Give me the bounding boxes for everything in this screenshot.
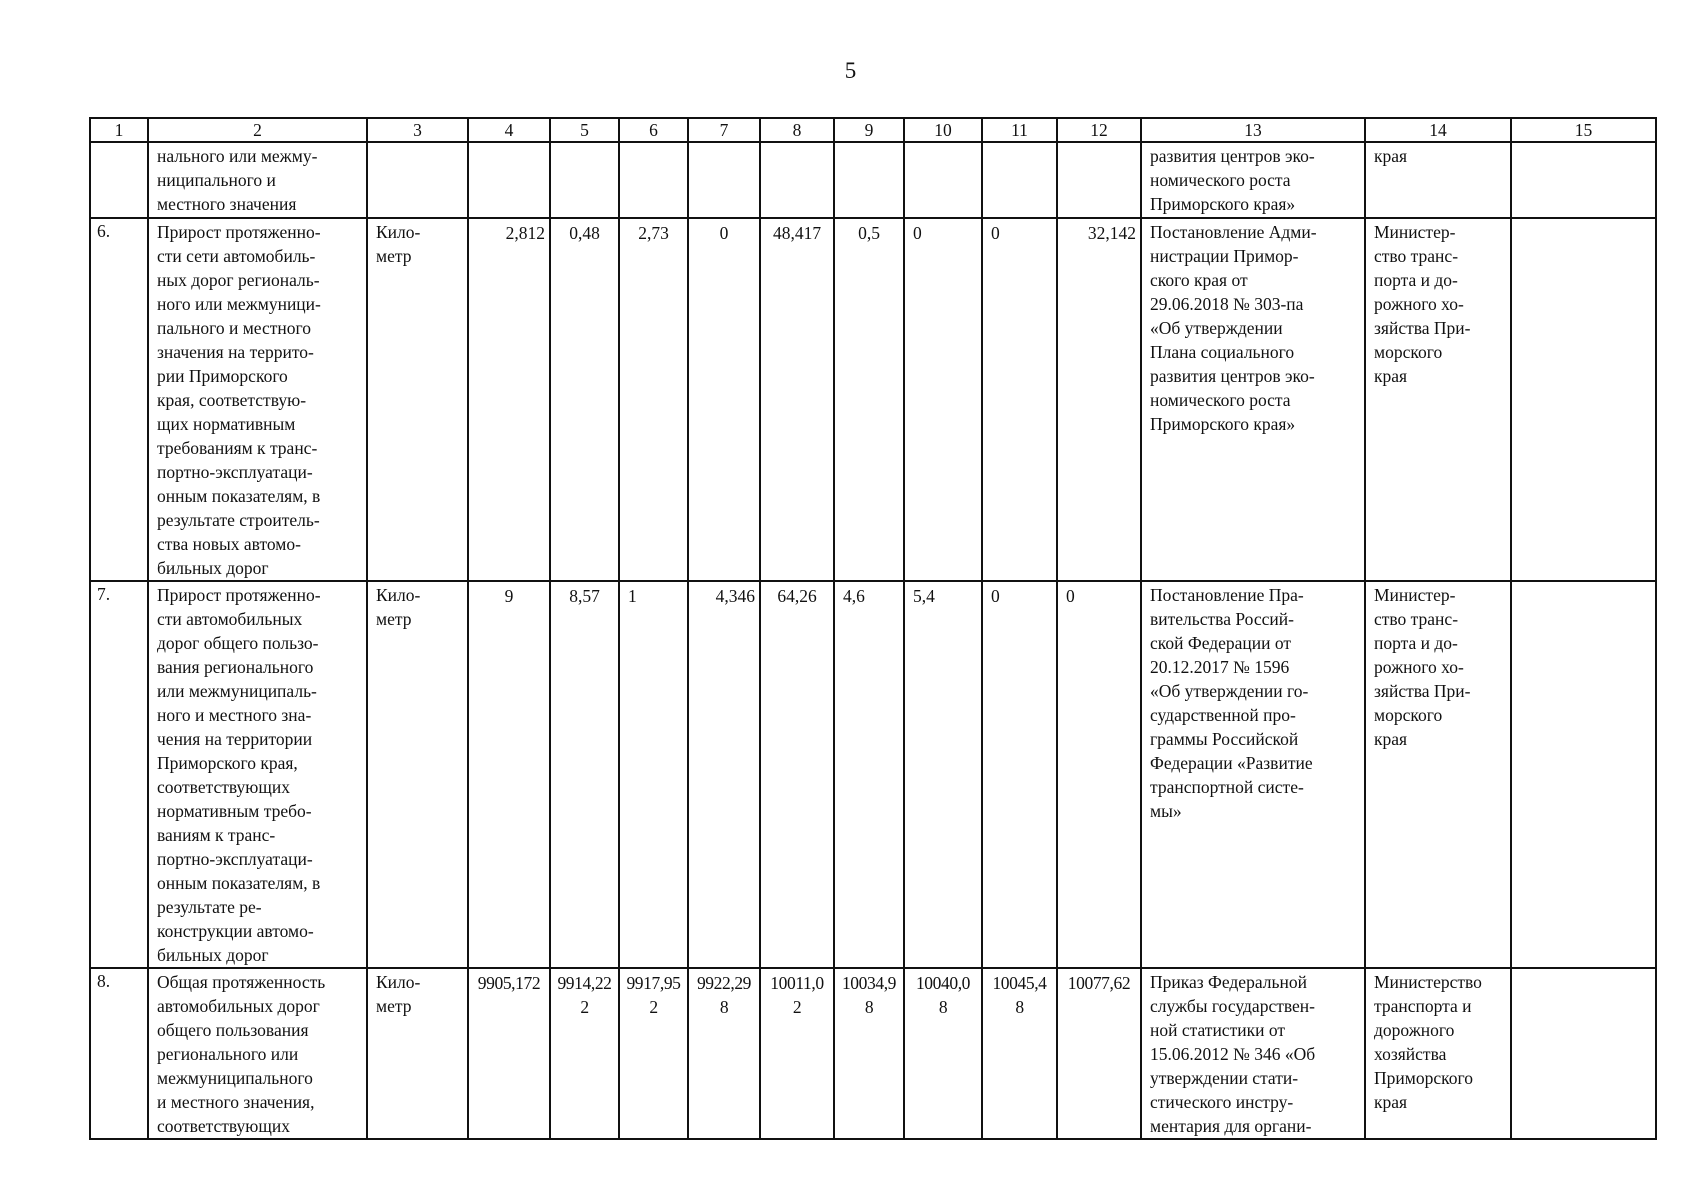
row-number-cell: 8. [90,968,148,1139]
value-line: 10011,0 [770,973,824,993]
text-line: края [1374,366,1408,386]
text-line: Кило- [376,585,421,605]
text-line: портно-эксплуатаци- [157,849,313,869]
text-line: Кило- [376,972,421,992]
value-cell: 0 [904,218,982,581]
column-number: 6 [619,118,688,142]
responsible-org-cell [1365,218,1511,581]
text-line: номического роста [1150,170,1291,190]
text-line: утверждении стати- [1150,1068,1299,1088]
text-line: вительства Россий- [1150,609,1294,629]
text-line: метр [376,996,412,1016]
text-line: ных дорог региональ- [157,270,320,290]
value-line: 9905,172 [477,973,541,993]
text-line: морского [1374,342,1443,362]
value-cell: 5,4 [904,581,982,968]
row-number-cell: 6. [90,218,148,581]
unit-cell [367,581,468,968]
text-line: Министер- [1374,585,1456,605]
value-line: 8 [938,997,948,1017]
value-cell: 0 [688,218,760,581]
text-line: развития центров эко- [1150,146,1315,166]
text-line: 15.06.2012 № 346 «Об [1150,1044,1316,1064]
value-cell [1057,968,1141,1139]
text-line: метр [376,246,412,266]
text-line: или межмуниципаль- [157,681,317,701]
empty-cell [1511,218,1656,581]
text-line: соответствующих [157,1116,290,1136]
text-line: Приморского края, [157,753,298,773]
text-line: транспортной систе- [1150,777,1304,797]
value-line: 9917,95 [626,973,681,993]
page-number: 5 [844,58,857,83]
text-line: дорожного [1374,1020,1455,1040]
value-cell: 2,812 [468,218,550,581]
row-number-cell [90,142,148,218]
text-line: значения на террито- [157,342,314,362]
value-cell [619,142,688,218]
text-line: ского края от [1150,270,1248,290]
value-line: 9914,22 [557,973,612,993]
text-line: сти автомобильных [157,609,303,629]
text-line: развития центров эко- [1150,366,1315,386]
text-line: нормативным требо- [157,801,312,821]
indicator-name-cell [148,142,367,218]
text-line: требованиям к транс- [157,438,318,458]
text-line: межмуниципального [157,1068,313,1088]
text-line: ной статистики от [1150,1020,1286,1040]
value-cell: 48,417 [760,218,834,581]
value-cell [550,142,619,218]
text-line: ментария для органи- [1150,1116,1312,1136]
text-line: бильных дорог [157,558,269,578]
value-cell [1057,142,1141,218]
text-line: рожного хо- [1374,657,1464,677]
column-number: 1 [90,118,148,142]
column-number: 14 [1365,118,1511,142]
text-line: 20.12.2017 № 1596 [1150,657,1290,677]
text-line: «Об утверждении [1150,318,1283,338]
column-number: 11 [982,118,1057,142]
text-line: и местного значения, [157,1092,315,1112]
column-number: 13 [1141,118,1365,142]
text-line: Прирост протяженно- [157,585,321,605]
text-line: чения на территории [157,729,313,749]
text-line: Федерации «Развитие [1150,753,1313,773]
text-line: Министерство [1374,972,1482,992]
value-cell: 0 [1057,581,1141,968]
text-line: Приморского [1374,1068,1473,1088]
text-line: регионального или [157,1044,299,1064]
text-line: граммы Российской [1150,729,1299,749]
column-number: 15 [1511,118,1656,142]
empty-cell [1511,968,1656,1139]
value-cell [688,142,760,218]
text-line: рии Приморского [157,366,288,386]
unit-cell [367,142,468,218]
row-number-cell: 7. [90,581,148,968]
table-row-6 [90,218,1656,581]
column-number: 4 [468,118,550,142]
text-line: Министер- [1374,222,1456,242]
value-line: 8 [864,997,874,1017]
value-cell: 4,6 [834,581,904,968]
text-line: ство транс- [1374,246,1459,266]
value-cell: 4,346 [688,581,760,968]
value-line: 9922,29 [696,973,752,993]
responsible-org-cell [1365,968,1511,1139]
text-line: онным показателям, в [157,486,321,506]
text-line: порта и до- [1374,633,1458,653]
text-line: хозяйства [1374,1044,1447,1064]
text-line: ской Федерации от [1150,633,1292,653]
text-line: ного и местного зна- [157,705,312,725]
column-number-row [90,118,1656,142]
text-line: Общая протяженность [157,972,326,992]
text-line: дорог общего пользо- [157,633,319,653]
text-line: рожного хо- [1374,294,1464,314]
value-line: 2 [649,997,658,1017]
value-cell: 2,73 [619,218,688,581]
value-cell: 64,26 [760,581,834,968]
value-line: 8 [719,997,729,1017]
text-line: сти сети автомобиль- [157,246,316,266]
value-line: 2 [580,997,589,1017]
table-row-8 [90,968,1656,1139]
table-row-continuation [90,142,1656,218]
value-line: 10040,0 [915,973,971,993]
text-line: порта и до- [1374,270,1458,290]
value-cell [904,968,982,1139]
table-row-7 [90,581,1656,968]
text-line: вания регионального [157,657,314,677]
indicator-name-cell [148,581,367,968]
text-line: ства новых автомо- [157,534,301,554]
text-line: метр [376,609,412,629]
text-line: нального или межму- [157,146,318,166]
column-number: 3 [367,118,468,142]
column-number: 2 [148,118,367,142]
text-line: Приморского края» [1150,414,1296,434]
responsible-org-cell [1365,142,1511,218]
column-number: 7 [688,118,760,142]
value-cell [982,968,1057,1139]
text-line: сударственной про- [1150,705,1296,725]
value-line: 10045,4 [992,973,1047,993]
value-cell [760,968,834,1139]
column-number: 5 [550,118,619,142]
text-line: зяйства При- [1374,681,1471,701]
text-line: нистрации Примор- [1150,246,1299,266]
text-line: морского [1374,705,1443,725]
text-line: «Об утверждении го- [1150,681,1309,701]
text-line: края [1374,729,1408,749]
indicators-table [89,117,1657,1140]
value-line: 2 [792,997,802,1017]
value-cell [619,968,688,1139]
text-line: ство транс- [1374,609,1459,629]
value-cell: 32,142 [1057,218,1141,581]
value-cell: 0 [982,581,1057,968]
column-number: 12 [1057,118,1141,142]
value-cell [834,142,904,218]
source-document-cell [1141,581,1365,968]
text-line: щих нормативным [157,414,296,434]
value-cell: 0,48 [550,218,619,581]
column-number: 9 [834,118,904,142]
value-cell: 8,57 [550,581,619,968]
text-line: результате ре- [157,897,262,917]
text-line: стического инстру- [1150,1092,1294,1112]
text-line: соответствующих [157,777,290,797]
value-line: 10034,9 [841,973,897,993]
text-line: общего пользования [157,1020,309,1040]
responsible-org-cell [1365,581,1511,968]
empty-cell [1511,581,1656,968]
text-line: пального и местного [157,318,312,338]
text-line: портно-эксплуатаци- [157,462,313,482]
text-line: номического роста [1150,390,1291,410]
text-line: зяйства При- [1374,318,1471,338]
text-line: ного или межмуници- [157,294,321,314]
text-line: края, соответствую- [157,390,307,410]
text-line: Постановление Адми- [1150,222,1317,242]
text-line: результате строитель- [157,510,320,530]
text-line: Плана социального [1150,342,1295,362]
value-cell [468,968,550,1139]
source-document-cell [1141,968,1365,1139]
text-line: Приказ Федеральной [1150,972,1307,992]
text-line: ниципального и [157,170,276,190]
text-line: края [1374,1092,1408,1112]
value-cell: 9 [468,581,550,968]
source-document-cell [1141,218,1365,581]
text-line: Кило- [376,222,421,242]
unit-cell [367,968,468,1139]
text-line: мы» [1150,801,1182,821]
text-line: транспорта и [1374,996,1472,1016]
column-number: 10 [904,118,982,142]
text-line: края [1374,146,1408,166]
text-line: Постановление Пра- [1150,585,1304,605]
value-cell [688,968,760,1139]
value-cell: 0 [982,218,1057,581]
value-cell [904,142,982,218]
value-cell: 1 [619,581,688,968]
text-line: автомобильных дорог [157,996,320,1016]
value-cell [468,142,550,218]
unit-cell [367,218,468,581]
value-cell [550,968,619,1139]
value-line: 8 [1015,997,1024,1017]
indicator-name-cell [148,218,367,581]
text-line: ваниям к транс- [157,825,276,845]
value-cell [760,142,834,218]
text-line: службы государствен- [1150,996,1315,1016]
text-line: Прирост протяженно- [157,222,321,242]
text-line: онным показателям, в [157,873,321,893]
text-line: Приморского края» [1150,194,1296,214]
indicator-name-cell [148,968,367,1139]
text-line: бильных дорог [157,945,269,965]
value-cell [834,968,904,1139]
source-document-cell [1141,142,1365,218]
text-line: 29.06.2018 № 303-па [1150,294,1304,314]
text-line: местного значения [157,194,297,214]
column-number: 8 [760,118,834,142]
text-line: конструкции автомо- [157,921,314,941]
value-cell [982,142,1057,218]
empty-cell [1511,142,1656,218]
value-cell: 0,5 [834,218,904,581]
value-line: 10077,62 [1067,973,1131,993]
